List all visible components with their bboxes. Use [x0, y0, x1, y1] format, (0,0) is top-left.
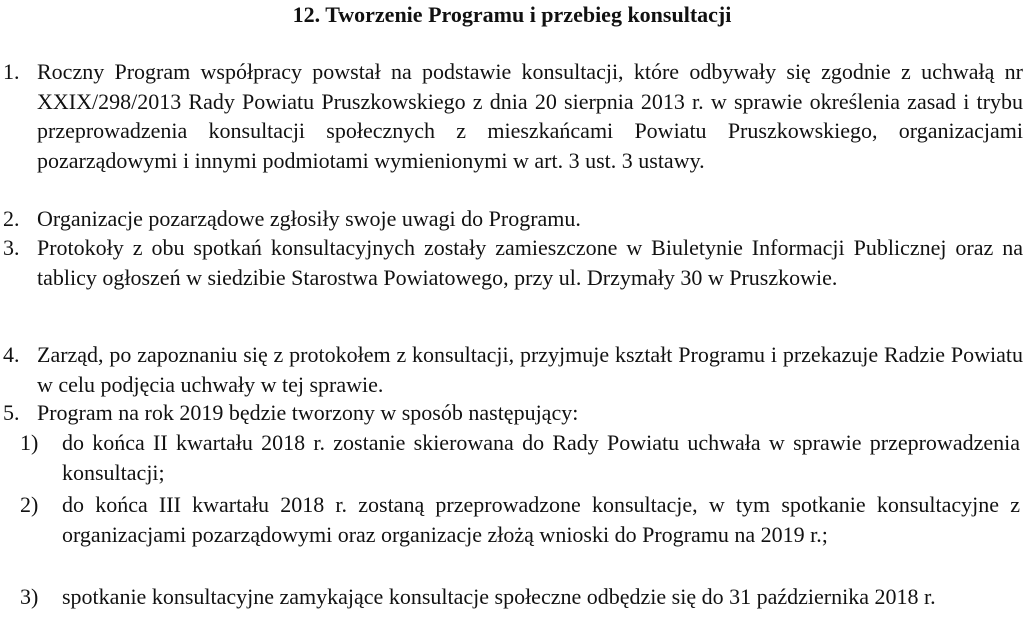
list-item-text: Organizacje pozarządowe zgłosiły swoje uwagi do Programu.: [37, 206, 581, 231]
list-item-5: [3, 398, 1023, 428]
sub-item-number: 2): [20, 492, 39, 517]
sub-item-number: 1): [20, 430, 39, 455]
sub-item-text: spotkanie konsultacyjne zamykające konsultacje społeczne odbędzie się do 31 października 2018 r.: [62, 584, 936, 609]
sub-item-1: [20, 428, 1022, 488]
list-item-number: 5.: [3, 400, 20, 425]
list-item-number: 2.: [3, 206, 20, 231]
list-item-text: Program na rok 2019 będzie tworzony w sposób następujący:: [37, 400, 579, 425]
list-item-number: 3.: [3, 235, 20, 260]
section-heading: 12. Tworzenie Programu i przebieg konsultacji: [292, 2, 732, 27]
list-item-2: [3, 204, 1023, 234]
list-item-text: Protokoły z obu spotkań konsultacyjnych zostały zamieszczone w Biuletynie Informacji Publicznej oraz na tablicy ogłoszeń w siedzibie Starostwa Powiatowego, przy ul. Drzymały 30 w Pruszkowie.: [37, 235, 1023, 290]
list-item-3: [3, 233, 1023, 323]
list-item-4: [3, 340, 1023, 400]
list-item-number: 1.: [3, 59, 20, 84]
list-item-number: 4.: [3, 342, 20, 367]
list-item-1: [3, 57, 1023, 207]
sub-item-3: [20, 582, 1022, 642]
sub-item-text: do końca III kwartału 2018 r. zostaną przeprowadzone konsultacje, w tym spotkanie konsultacyjne z organizacjami pozarządowymi oraz organizacje złożą wnioski do Programu na 2019 r.;: [62, 492, 1020, 547]
sub-item-number: 3): [20, 584, 39, 609]
sub-item-2: [20, 490, 1022, 580]
list-item-text: Zarząd, po zapoznaniu się z protokołem z konsultacji, przyjmuje kształt Programu i przekazuje Radzie Powiatu w celu podjęcia uchwały w tej sprawie.: [37, 342, 1023, 397]
list-item-text: Roczny Program współpracy powstał na podstawie konsultacji, które odbywały się zgodnie z uchwałą nr XXIX/298/2013 Rady Powiatu Pruszkowskiego z dnia 20 sierpnia 2013 r. w sprawie określenia zasad i trybu przeprowadzenia konsultacji społecznych z mieszkańcami Powiatu Pruszkowskiego, organizacjami pozarządowymi i innymi podmiotami wymienionymi w art. 3 ust. 3 ustawy.: [37, 59, 1023, 173]
sub-item-text: do końca II kwartału 2018 r. zostanie skierowana do Rady Powiatu uchwała w sprawie przeprowadzenia konsultacji;: [62, 430, 1020, 485]
